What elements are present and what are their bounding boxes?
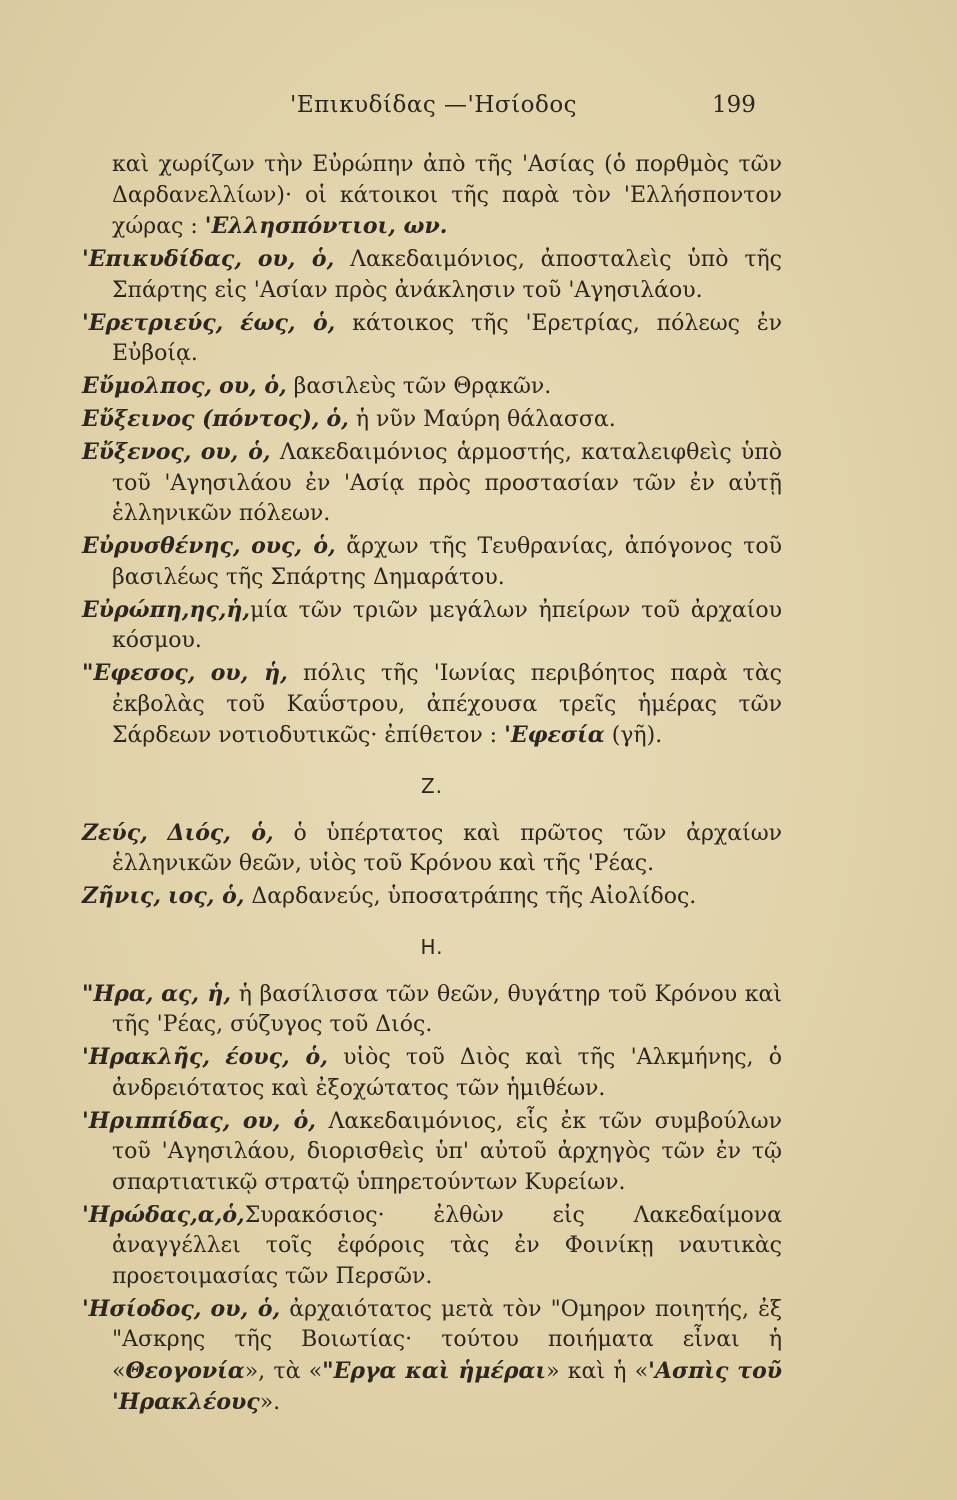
headword: 'Ηριππίδας, [82,1107,231,1134]
definition-part: » καὶ ἡ « [546,1358,649,1384]
headword: 'Ηρώδας,α,ὁ, [82,1201,245,1228]
entry-herodas [82,1200,782,1293]
derived-term: 'Εφεσία [504,722,605,748]
section-letter-h: H. [420,934,444,959]
entry-epikydidas [82,244,782,306]
headword: Εὔξενος, [82,439,192,465]
grammar: ας, ἡ, [161,980,232,1007]
grammar: ου, ὁ, [210,1295,281,1322]
entry-eretrieus [82,308,782,370]
headword: Εὔξεινος (πόντος), [82,406,320,432]
definition: Λακεδαιμόνιος, εἷς ἐκ τῶν συμβούλων τοῦ 'Αγησιλάου, διορισθεὶς ὑπ' αὐτοῦ ἀρχηγὸς τῶν ἐν τῷ σπαρτιατικῷ στρατῷ ὑπηρετούντων Κυρείων. [112,1108,782,1195]
grammar: ου, ὁ, [200,439,271,465]
grammar: ους, ὁ, [251,533,336,559]
entry-hera [82,979,782,1041]
headword: Ζῆνις, [82,883,162,909]
definition: κάτοικος τῆς 'Ερετρίας, πόλεως ἐν Εὐβοίᾳ. [112,310,782,366]
definition: υἱὸς τοῦ Διὸς καὶ τῆς 'Αλκμήνης, ὁ ἀνδρειότατος καὶ ἐξοχώτατος τῶν ἡμιθέων. [112,1045,783,1101]
derived-term: 'Ελλησπόντιοι, ων. [204,213,448,239]
headword: 'Επικυδίδας, [82,246,242,272]
definition: ἡ βασίλισσα τῶν θεῶν, θυγάτηρ τοῦ Κρόνου καὶ τῆς 'Ρέας, σύζυγος τοῦ Διός. [112,981,782,1037]
grammar: ου, ἡ, [210,660,288,686]
page-number: 199 [712,92,756,118]
entry-continuation [82,150,782,243]
entry-ephesos [82,658,782,752]
headword: 'Ερετριεύς, [82,309,224,336]
definition-tail: (γῆ). [611,723,663,748]
entry-herippidas [82,1106,782,1199]
headword: "Ηρα, [82,980,154,1007]
entry-europe [82,595,782,657]
entry-zenis [82,881,782,913]
definition: Λακεδαιμόνιος ἁρμοστής, καταλειφθεὶς ὑπὸ τοῦ 'Αγησιλάου ἐν 'Ασίᾳ πρὸς προστασίαν τῶν ἐν αὐτῇ ἑλληνικῶν πόλεων. [112,440,783,526]
grammar: ὁ, [326,406,349,432]
grammar: Διός, ὁ, [167,819,274,846]
definition-part: ». [259,1390,281,1415]
entry-eurysthenes [82,531,782,593]
headword: Εὐρυσθένης, [82,533,241,559]
entry-euxenos [82,437,782,530]
work-title: Θεογονία [125,1357,245,1384]
definition: ἄρχων τῆς Τευθρανίας, ἀπόγονος τοῦ βασιλέως τῆς Σπάρτης Δημαράτου. [112,534,782,590]
headword: Ζεύς, [82,819,148,846]
headword: 'Ηρακλῆς, [82,1044,211,1070]
work-title: 'Ασπὶς τοῦ 'Ηρακλέους [112,1357,783,1415]
running-head [0,92,957,128]
definition: Λακεδαιμόνιος, ἀποσταλεὶς ὑπὸ τῆς Σπάρτης εἰς 'Ασίαν πρὸς ἀνάκλησιν τοῦ 'Αγησιλάου. [112,247,782,303]
running-title: 'Επικυδίδας —'Ησίοδος [290,92,578,118]
grammar: ου, ὁ, [242,1107,316,1134]
grammar: έως, ὁ, [240,309,336,336]
grammar: ιος, ὁ, [168,883,245,909]
grammar: ου, ὁ, [219,373,287,399]
entry-zeus [82,818,782,880]
definition: ἀρχαιότατος μετὰ τὸν "Ομηρον ποιητής, ἐξ "Ασκρης τῆς Βοιωτίας· τούτου ποιήματα εἶναι ἡ « [112,1296,782,1384]
headword: Εὔμολπος, [82,373,213,399]
headword: Εὐρώπη,ης,ἡ, [82,596,251,623]
work-title: "Εργα καὶ ἡμέραι [322,1357,547,1384]
definition: Συρακόσιος· ἐλθὼν εἰς Λακεδαίμονα ἀναγγέλλει τοῖς ἐφόροις τὰς ἐν Φοινίκῃ ναυτικὰς προετοιμασίας τῶν Περσῶν. [112,1202,782,1289]
headword: "Εφεσος, [82,660,196,686]
continuation-text: καὶ χωρίζων τὴν Εὐρώπην ἀπὸ τῆς 'Ασίας (ὁ πορθμὸς τῶν Δαρδανελλίων)· οἱ κάτοικοι τῆς παρὰ τὸν 'Ελλήσποντον χώρας : [112,152,782,239]
entry-hesiodos [82,1294,782,1419]
definition: πόλις τῆς 'Ιωνίας περιβόητος παρὰ τὰς ἐκβολὰς τοῦ Καΰστρου, ἀπέχουσα τρεῖς ἡμέρας τῶν Σάρδεων νοτιοδυτικῶς· ἐπίθετον : [112,661,782,748]
entry-eumolpos [82,371,782,403]
grammar: έους, ὁ, [225,1044,328,1070]
definition-part: », τὰ « [244,1358,323,1384]
definition: ἡ νῦν Μαύρη θάλασσα. [355,407,616,432]
definition: βασιλεὺς τῶν Θρᾳκῶν. [293,374,552,399]
section-letter-z: Z. [420,773,444,798]
entry-euxeinos [82,404,782,436]
definition: μία τῶν τριῶν μεγάλων ἠπείρων τοῦ ἀρχαίου κόσμου. [112,597,782,653]
definition: ὁ ὑπέρτατος καὶ πρῶτος τῶν ἀρχαίων ἑλληνικῶν θεῶν, υἱὸς τοῦ Κρόνου καὶ τῆς 'Ρέας. [112,820,783,876]
grammar: ου, ὁ, [257,246,335,272]
dictionary-body [82,150,782,1420]
headword: 'Ησίοδος, [82,1295,202,1322]
entry-herakles [82,1042,782,1104]
definition: Δαρδανεύς, ὑποσατράπης τῆς Αἰολίδος. [251,884,697,909]
